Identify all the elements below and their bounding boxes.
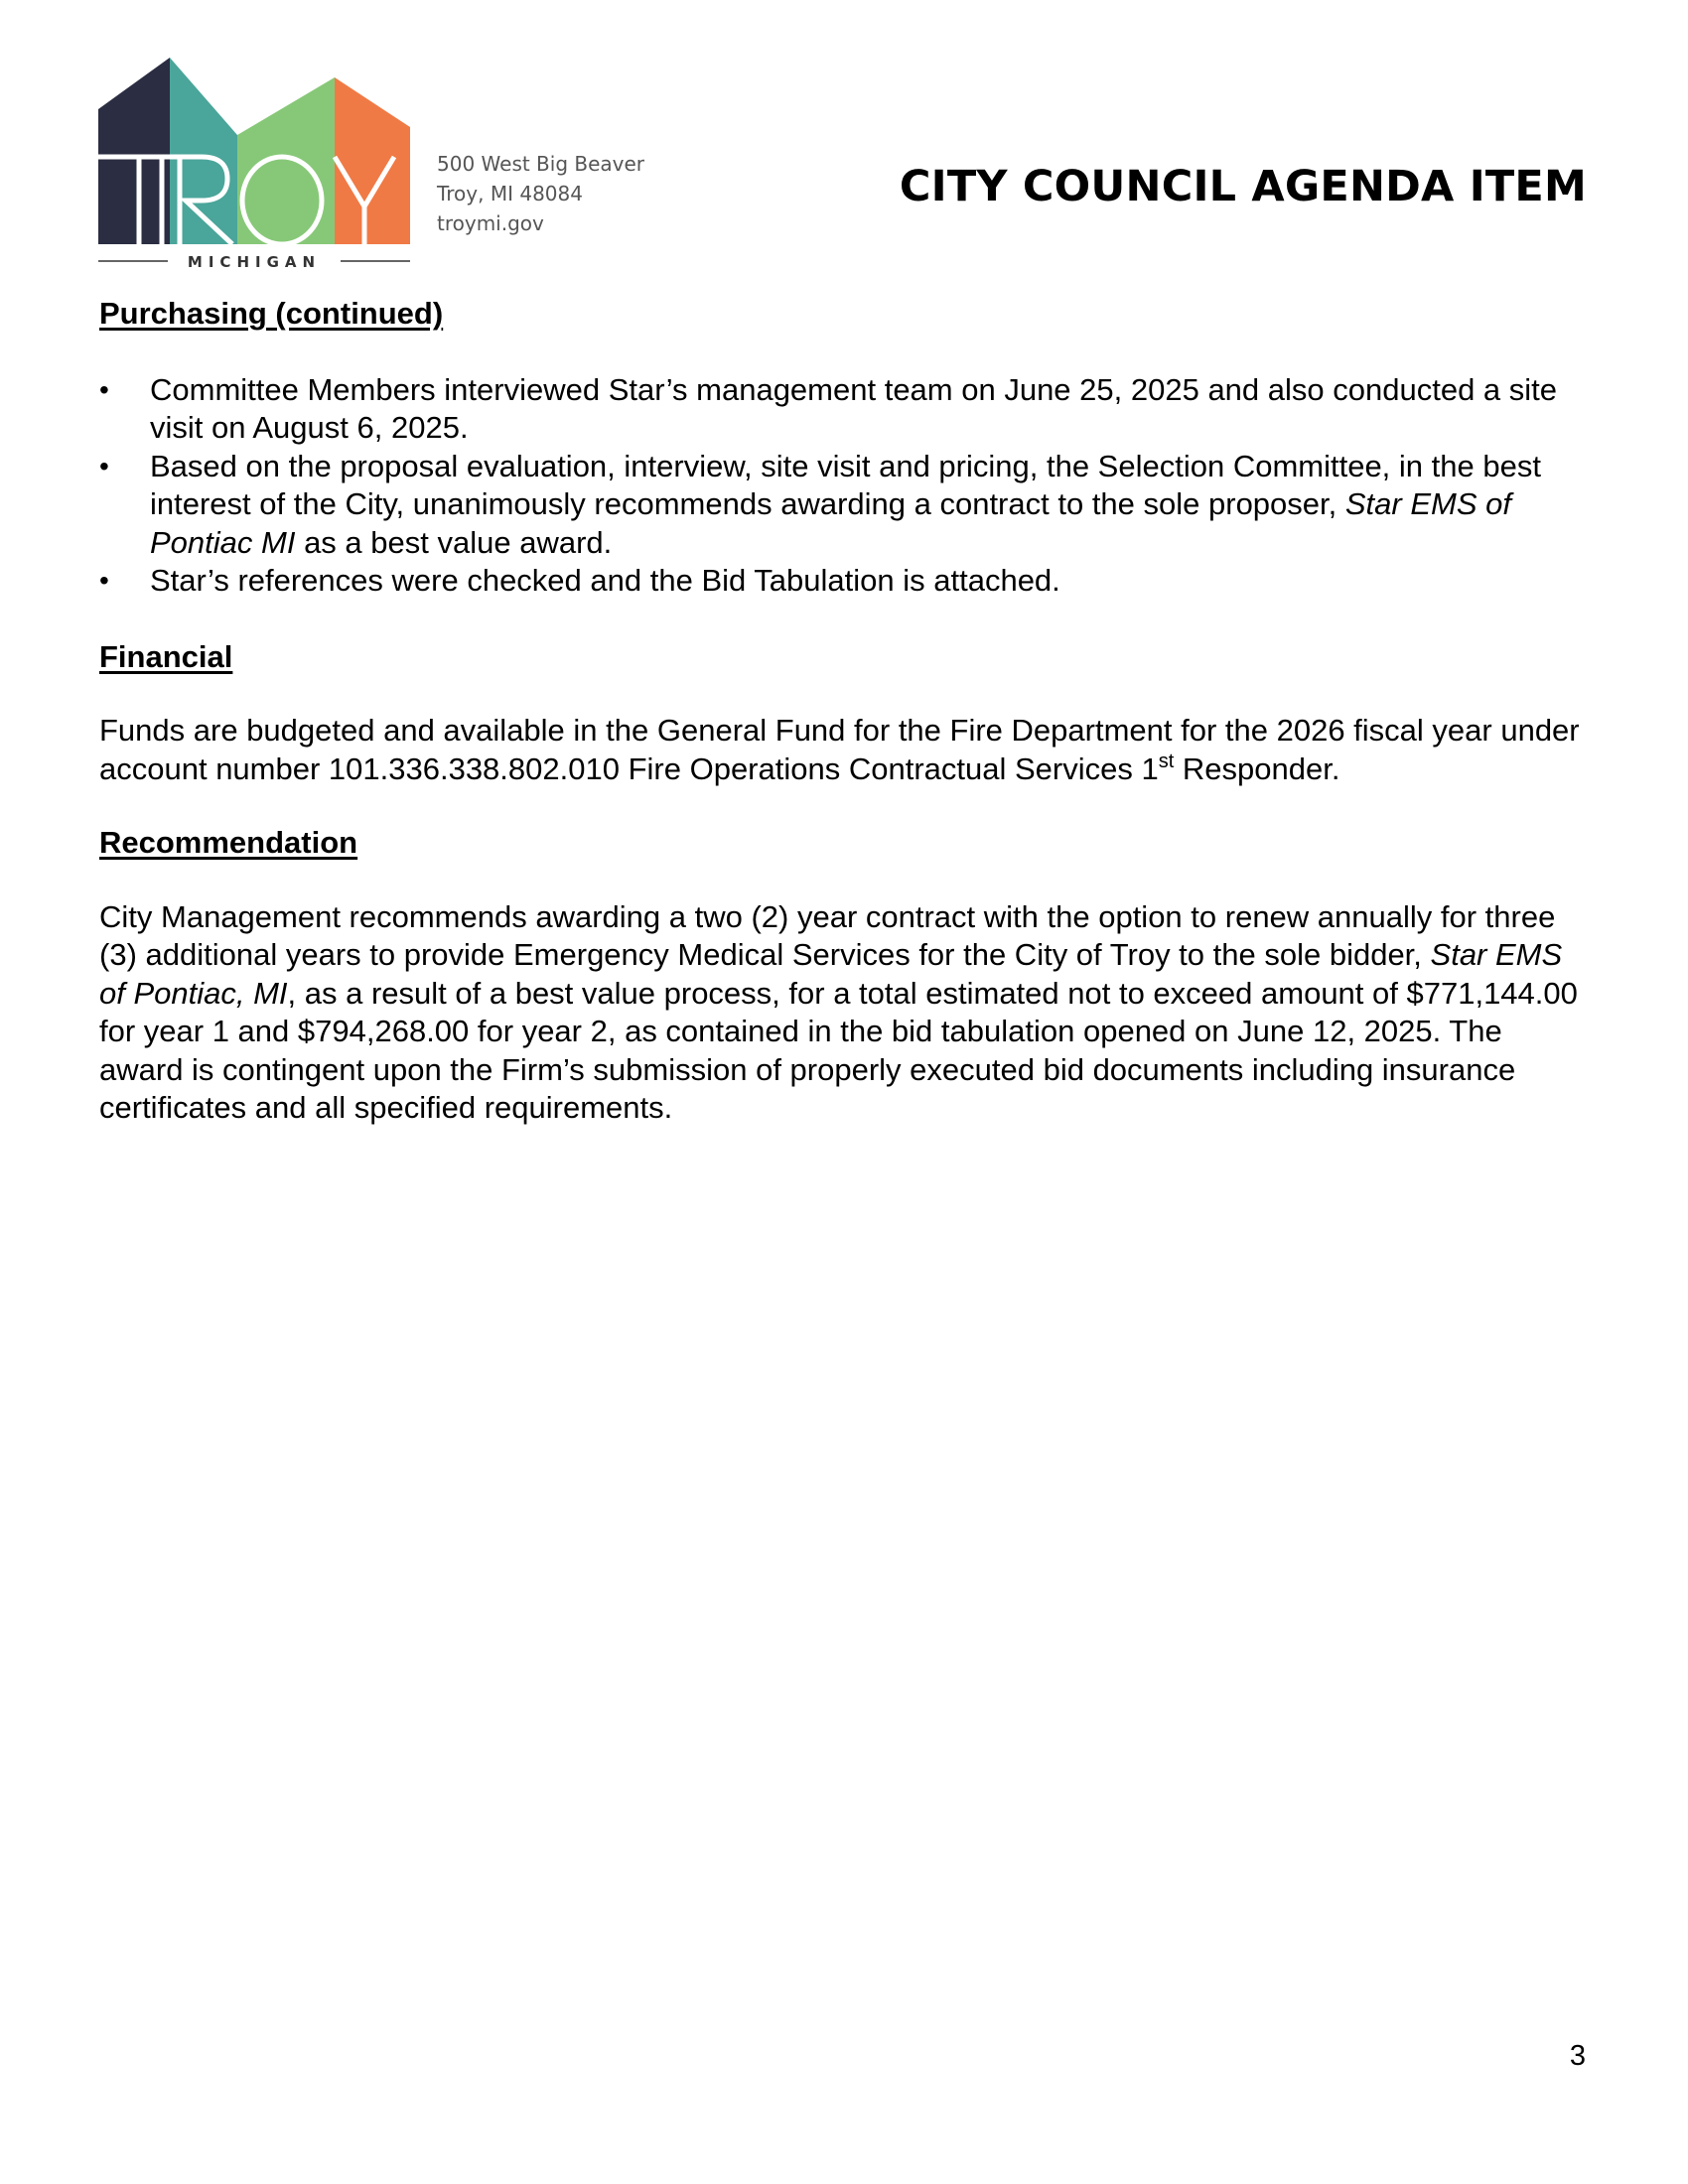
troy-logo-graphic: [98, 58, 410, 270]
list-item: • Committee Members interviewed Star’s management team on June 25, 2025 and also conducted a site visit on August 6, 2025.: [99, 371, 1558, 445]
address-block: [437, 149, 695, 238]
logo-subtitle: MICHIGAN: [187, 253, 322, 270]
bullet-icon: •: [99, 565, 109, 596]
purchasing-heading: Purchasing (continued): [99, 296, 444, 331]
recommendation-heading: Recommendation: [99, 825, 358, 860]
financial-heading: Financial: [99, 638, 233, 674]
document-title: CITY COUNCIL AGENDA ITEM: [899, 162, 1587, 211]
bullet-icon: •: [99, 450, 109, 481]
document-body: [99, 295, 1589, 1128]
address-city: Troy, MI 48084: [437, 182, 583, 205]
website-link[interactable]: troymi.gov: [437, 211, 544, 235]
page-number: 3: [1569, 2040, 1586, 2072]
list-item: • Based on the proposal evaluation, interview, site visit and pricing, the Selection Committee, in the best interest of the City, unanimously recommends awarding a contract to the sole proposer, Star EMS of Pontiac MI as a best value award.: [99, 448, 1541, 560]
list-item: • Star’s references were checked and the Bid Tabulation is attached.: [99, 562, 1589, 601]
troy-logo: [98, 58, 410, 270]
bullet-icon: •: [99, 373, 109, 405]
address-street: 500 West Big Beaver: [437, 152, 645, 176]
purchasing-bullet-list: [99, 371, 1589, 601]
recommendation-paragraph: City Management recommends awarding a two (2) year contract with the option to renew annually for three (3) additional years to provide Emergency Medical Services for the City of Troy to the sole bidder, Star EMS of Pontiac, MI, as a result of a best value process, for a total estimated not to exceed amount of $771,144.00 for year 1 and $794,268.00 for year 2, as contained in the bid tabulation opened on June 12, 2025. The award is contingent upon the Firm’s submission of properly executed bid documents including insurance certificates and all specified requirements.: [99, 898, 1578, 1125]
financial-paragraph: Funds are budgeted and available in the General Fund for the Fire Department for the 2026 fiscal year under account number 101.336.338.802.010 Fire Operations Contractual Services 1st Responder.: [99, 713, 1580, 786]
